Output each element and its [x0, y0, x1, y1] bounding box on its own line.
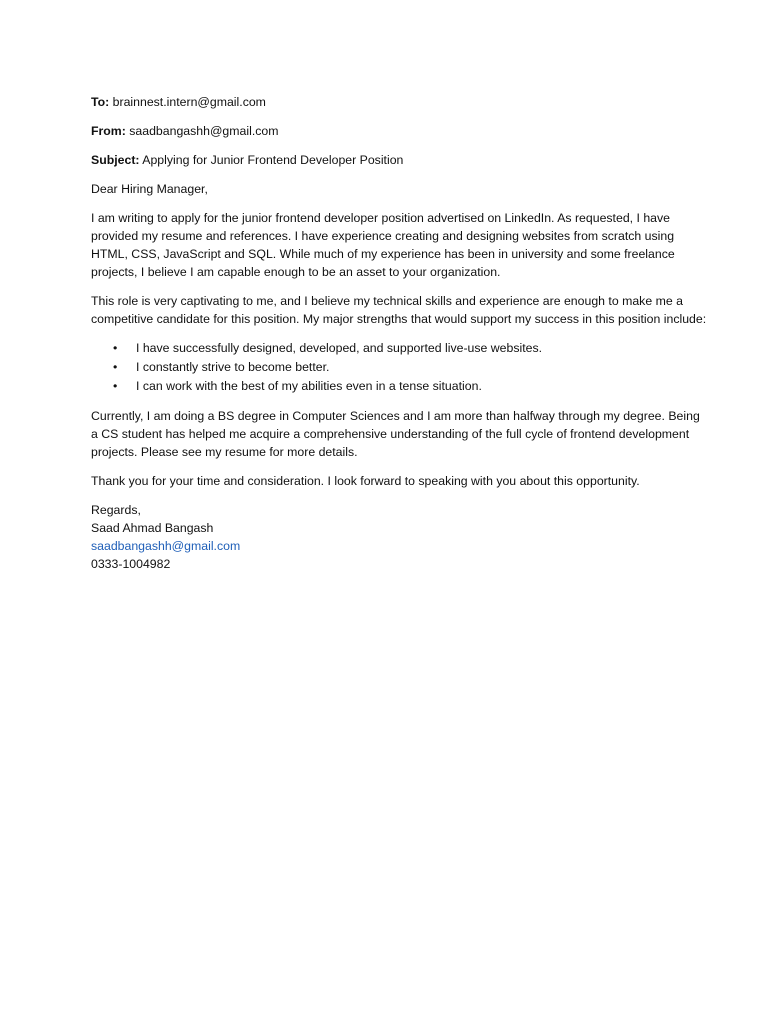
signature-block	[91, 501, 708, 573]
paragraph-role: This role is very captivating to me, and I believe my technical skills and experience are enough to make me a competitive candidate for this position. My major strengths that would support my success in this position include:	[91, 294, 707, 326]
paragraph-intro: I am writing to apply for the junior frontend developer position advertised on LinkedIn. As requested, I have provided my resume and references. I have experience creating and designing websites from scratch using HTML, CSS, JavaScript and SQL. While much of my experience has been in university and some freelance projects, I believe I am capable enough to be an asset to your organization.	[91, 211, 675, 279]
bullet-icon: •	[113, 360, 118, 374]
strengths-list	[91, 339, 708, 396]
closing-regards: Regards,	[91, 503, 141, 517]
bullet-icon: •	[113, 379, 118, 393]
list-item	[91, 339, 708, 358]
signer-phone: 0333-1004982	[91, 557, 171, 571]
list-item	[91, 358, 708, 377]
to-value: brainnest.intern@gmail.com	[112, 95, 266, 109]
subject-value: Applying for Junior Frontend Developer Position	[142, 153, 404, 167]
list-item-text: I can work with the best of my abilities even in a tense situation.	[136, 379, 482, 393]
paragraph-education: Currently, I am doing a BS degree in Computer Sciences and I am more than halfway through my degree. Being a CS student has helped me acquire a comprehensive understanding of the full cycle of frontend development projects. Please see my resume for more details.	[91, 409, 700, 459]
to-line	[91, 93, 708, 111]
signer-name: Saad Ahmad Bangash	[91, 521, 214, 535]
paragraph-thanks: Thank you for your time and consideration. I look forward to speaking with you about this opportunity.	[91, 474, 640, 488]
list-item	[91, 377, 708, 396]
bullet-icon: •	[113, 341, 118, 355]
subject-label: Subject:	[91, 153, 140, 167]
from-value: saadbangashh@gmail.com	[129, 124, 279, 138]
signer-email-link[interactable]: saadbangashh@gmail.com	[91, 539, 241, 553]
list-item-text: I constantly strive to become better.	[136, 360, 330, 374]
to-label: To:	[91, 95, 110, 109]
greeting: Dear Hiring Manager,	[91, 182, 208, 196]
list-item-text: I have successfully designed, developed, and supported live-use websites.	[136, 341, 543, 355]
from-line	[91, 122, 708, 140]
subject-line	[91, 151, 708, 169]
from-label: From:	[91, 124, 126, 138]
